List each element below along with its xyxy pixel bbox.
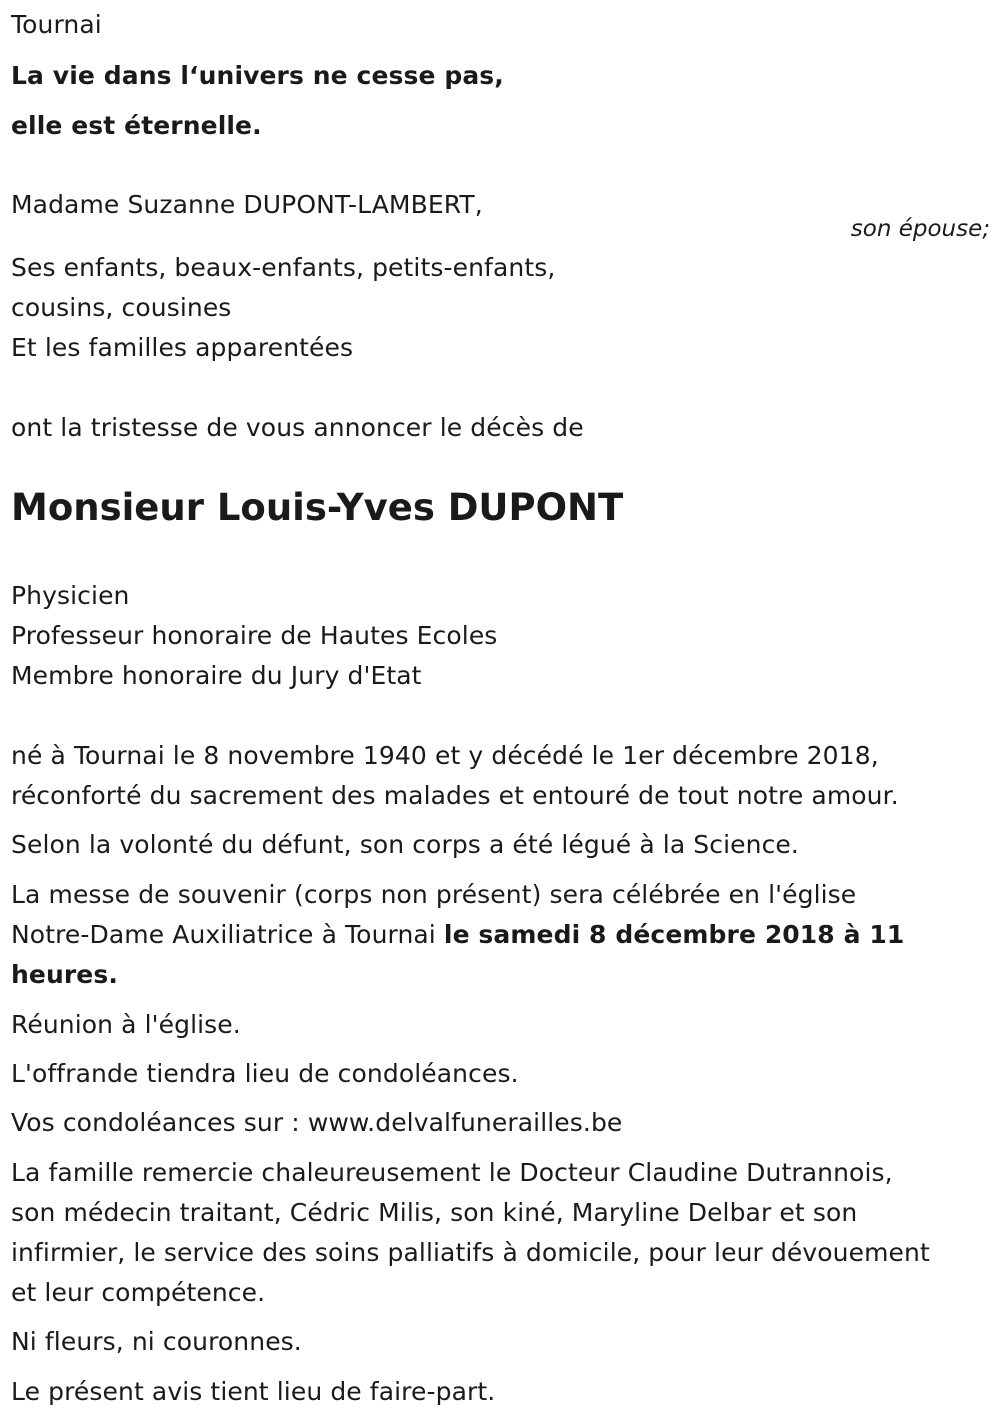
meeting-line: Réunion à l'église.: [11, 1010, 241, 1039]
mass-line-2: [11, 920, 904, 950]
condolences-line: Vos condoléances sur : www.delvalfunerailles.be: [11, 1108, 623, 1137]
quote-line-2: elle est éternelle.: [11, 111, 262, 140]
thanks-line-2: son médecin traitant, Cédric Milis, son kiné, Maryline Delbar et son: [11, 1198, 858, 1227]
announcement: ont la tristesse de vous annoncer le décès de: [11, 413, 584, 442]
mass-date: le samedi 8 décembre 2018 à 11: [443, 920, 905, 949]
birth-death-line-1: né à Tournai le 8 novembre 1940 et y décédé le 1er décembre 2018,: [11, 741, 879, 770]
mass-location: Notre-Dame Auxiliatrice à Tournai: [11, 920, 444, 949]
family-line-2: cousins, cousines: [11, 293, 232, 322]
birth-death-line-2: réconforté du sacrement des malades et entouré de tout notre amour.: [11, 781, 899, 810]
quote-line-1: La vie dans l‘univers ne cesse pas,: [11, 61, 504, 90]
flowers-line: Ni fleurs, ni couronnes.: [11, 1327, 302, 1356]
title-line-1: Physicien: [11, 581, 130, 610]
family-line-1: Ses enfants, beaux-enfants, petits-enfants,: [11, 253, 556, 282]
offering-line: L'offrande tiendra lieu de condoléances.: [11, 1059, 519, 1088]
title-line-2: Professeur honoraire de Hautes Ecoles: [11, 621, 498, 650]
mass-line-1: La messe de souvenir (corps non présent) sera célébrée en l'église: [11, 880, 857, 909]
family-line-3: Et les familles apparentées: [11, 333, 354, 362]
body-bequest: Selon la volonté du défunt, son corps a été légué à la Science.: [11, 830, 799, 859]
thanks-line-3: infirmier, le service des soins palliatifs à domicile, pour leur dévouement: [11, 1238, 930, 1267]
notice-line: Le présent avis tient lieu de faire-part.: [11, 1377, 496, 1406]
city-heading: Tournai: [11, 10, 102, 39]
mass-line-3: heures.: [11, 960, 118, 989]
spouse-name: Madame Suzanne DUPONT-LAMBERT,: [11, 190, 483, 219]
spouse-relation: son épouse;: [850, 216, 990, 242]
thanks-line-4: et leur compétence.: [11, 1278, 266, 1307]
deceased-name: Monsieur Louis-Yves DUPONT: [11, 486, 624, 529]
thanks-line-1: La famille remercie chaleureusement le Docteur Claudine Dutrannois,: [11, 1158, 893, 1187]
title-line-3: Membre honoraire du Jury d'Etat: [11, 661, 422, 690]
